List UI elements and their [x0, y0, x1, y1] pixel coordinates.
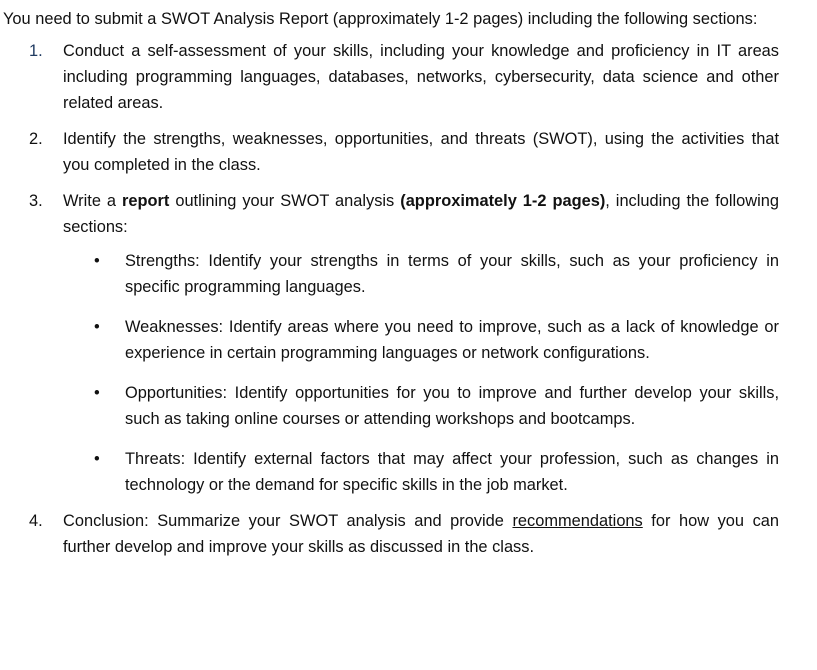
recommendations-link[interactable]: recommendations: [512, 512, 643, 530]
assignment-document: [3, 6, 803, 560]
text-segment: , including the following sections:: [63, 192, 780, 236]
swot-bullet-list: [63, 248, 779, 498]
text-segment: Write a: [63, 192, 122, 210]
bullet-text: Strengths: Identify your strengths in terms of your skills, such as your proficiency in specific programming languages.: [125, 252, 779, 296]
text-segment: Conclusion: Summarize your SWOT analysis and provide: [63, 512, 513, 530]
bullet-text: Weaknesses: Identify areas where you need to improve, such as a lack of knowledge or experience in certain programming languages or network configurations.: [125, 318, 779, 362]
list-item-4: [3, 508, 803, 560]
list-item-text: Conduct a self-assessment of your skills, including your knowledge and proficiency in IT areas including programming languages, databases, networks, cybersecurity, data science and other related areas.: [63, 42, 779, 112]
list-number: 3.: [29, 192, 43, 210]
list-item-3: [3, 188, 803, 498]
intro-paragraph: You need to submit a SWOT Analysis Report (approximately 1-2 pages) including the following sections:: [3, 10, 758, 28]
bullet-strengths: [63, 248, 779, 300]
text-segment: outlining your SWOT analysis: [169, 192, 401, 210]
list-number: 1.: [29, 42, 43, 60]
text-segment: for how you can further develop and improve your skills as discussed in the class.: [63, 512, 780, 556]
bullet-icon: •: [94, 318, 100, 336]
bullet-weaknesses: [63, 314, 779, 366]
bold-page-count: (approximately 1-2 pages): [400, 192, 606, 210]
list-item-2: [3, 126, 803, 178]
list-item-1: [3, 38, 803, 116]
bullet-icon: •: [94, 384, 100, 402]
bullet-icon: •: [94, 252, 100, 270]
bullet-icon: •: [94, 450, 100, 468]
bullet-threats: [63, 446, 779, 498]
bullet-opportunities: [63, 380, 779, 432]
bullet-text: Threats: Identify external factors that may affect your profession, such as changes in technology or the demand for specific skills in the job market.: [125, 450, 779, 494]
list-item-text: Identify the strengths, weaknesses, opportunities, and threats (SWOT), using the activities that you completed in the class.: [63, 130, 779, 174]
list-number: 2.: [29, 130, 43, 148]
bullet-text: Opportunities: Identify opportunities for you to improve and further develop your skills, such as taking online courses or attending workshops and bootcamps.: [125, 384, 779, 428]
list-number: 4.: [29, 512, 43, 530]
list-item-text: [63, 508, 779, 560]
list-item-text: [63, 188, 779, 240]
bold-report: report: [122, 192, 170, 210]
